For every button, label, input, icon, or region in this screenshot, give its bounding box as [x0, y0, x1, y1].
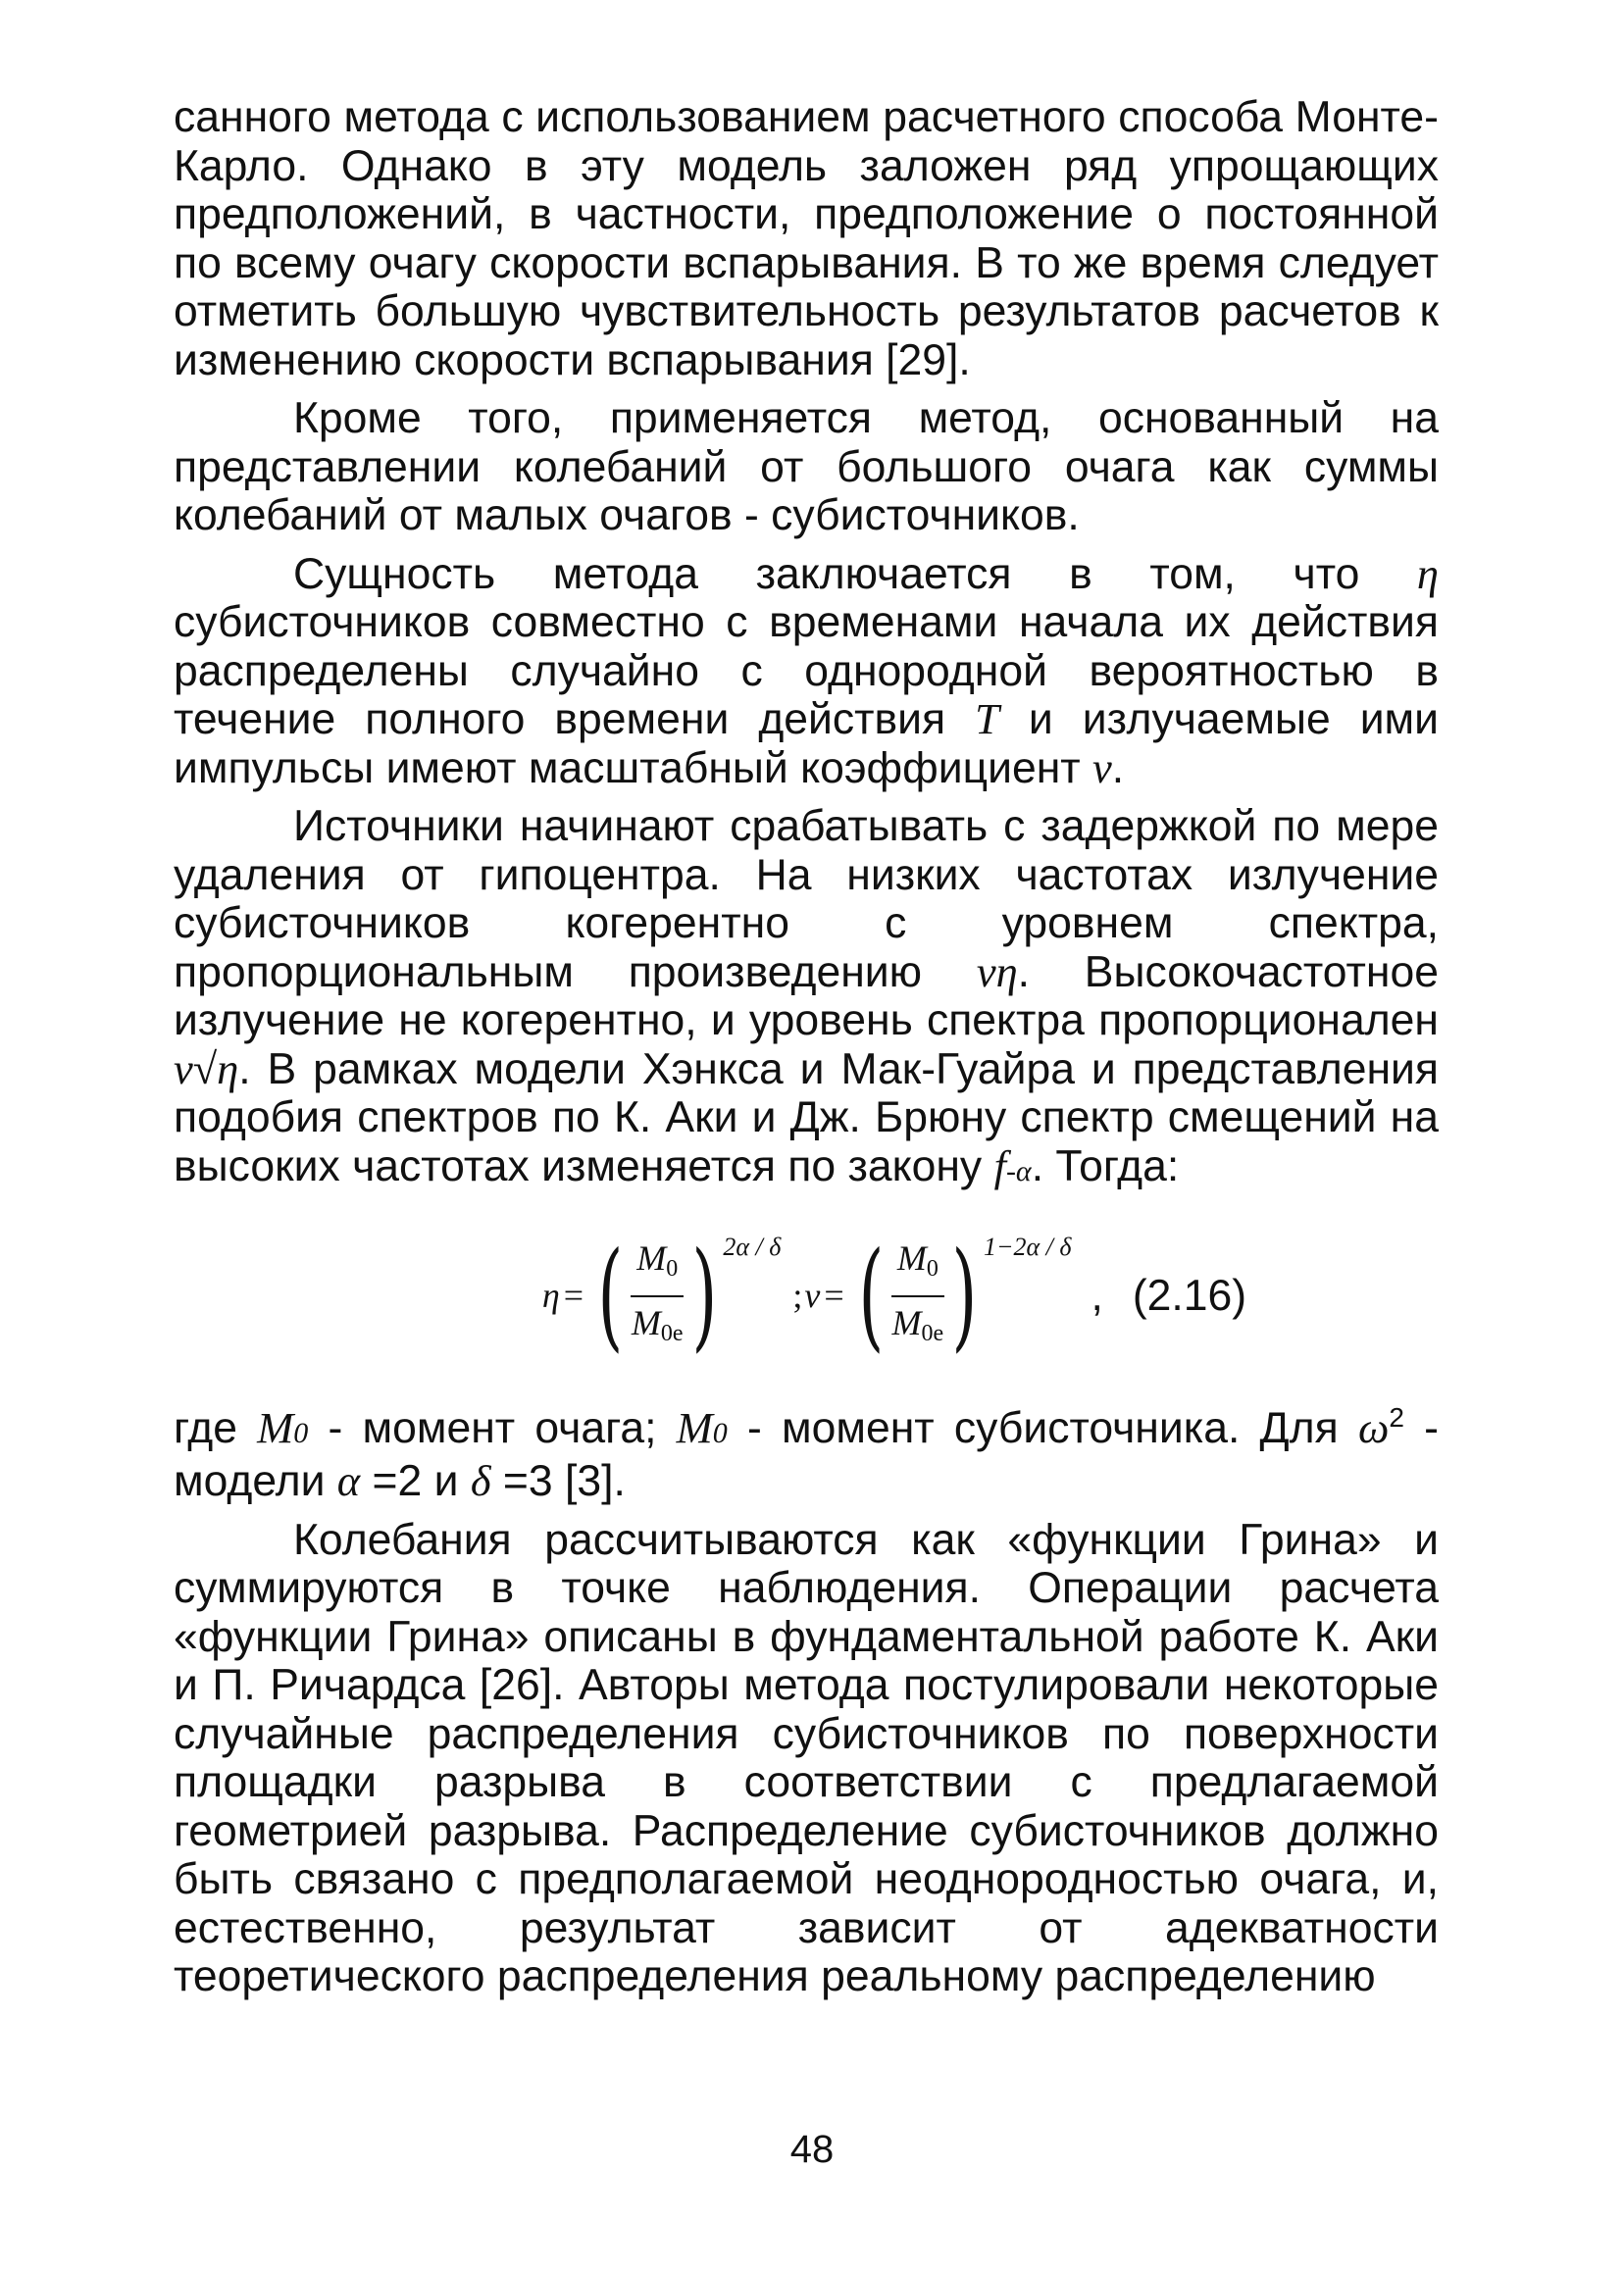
right-paren-2: ): [951, 1228, 978, 1364]
formula-nu: ν: [804, 1276, 821, 1316]
paragraph-3-text-a: Сущность метода заключается в том, что: [293, 549, 1417, 598]
f-symbol: f: [993, 1140, 1006, 1190]
paragraph-6-text: Колебания рассчитываются как «функции Грина» и суммируются в точке наблюдения. Операции расчета «функции Грина» описаны в фундаментальной работе К. Аки и П. Ричардса [26]. Авторы метода постулировали некоторые случайные распределения субисточников по поверхности площадки разрыва в соответствии с предлагаемой геометрией разрыва. Распределение субисточников должно быть связано с предполагаемой неоднородностью очага, и, естественно, результат зависит от адекватности теоретического распределения реальному распределению: [174, 1515, 1439, 2001]
omega-exponent: 2: [1389, 1402, 1404, 1433]
right-paren: ): [691, 1228, 717, 1364]
formula-separator: ;: [792, 1276, 803, 1316]
eta-symbol: η: [1416, 548, 1439, 598]
formula-equals: =: [563, 1276, 584, 1316]
paragraph-4-text-d: . Тогда:: [1031, 1141, 1180, 1190]
paragraph-4-text-a: Источники начинают срабатывать с задержкой по мере удаления от гипоцентра. На низких частотах излучение субисточников когерентно с уровнем спектра, пропорциональным произведению: [174, 802, 1439, 996]
M0-symbol: M: [257, 1402, 294, 1452]
page-number: 48: [789, 2128, 835, 2171]
frac1-denominator-sub: 0e: [660, 1321, 684, 1346]
paragraph-2-text: Кроме того, применяется метод, основанный на представлении колебаний от большого очага как суммы колебаний от малых очагов - субисточников.: [174, 394, 1439, 539]
fraction-2: [886, 1235, 949, 1359]
alpha-symbol: α: [336, 1456, 361, 1506]
M0e-subscript: 0: [712, 1416, 728, 1449]
paragraph-5-text-d: - модели: [174, 1403, 1439, 1506]
formula-eta: η: [541, 1276, 560, 1316]
paragraph-5-text-c: - момент субисточника. Для: [727, 1403, 1358, 1452]
page-body: [174, 93, 1439, 2001]
paragraph-4: [174, 802, 1439, 1195]
frac1-numerator-sub: 0: [666, 1255, 679, 1282]
paragraph-3-text-d: .: [1111, 743, 1125, 792]
nu-symbol: ν: [1092, 742, 1112, 792]
paragraph-1-text: санного метода с использованием расчетного способа Монте-Карло. Однако в эту модель заложен ряд упрощающих предположений, в частности, предположение о постоянной по всему очагу скорости вспарывания. В то же время следует отметить большую чувствительность результатов расчетов к изменению скорости вспарывания [29].: [174, 93, 1439, 384]
formula-exponent-2: 1−2α / δ: [983, 1233, 1072, 1261]
frac1-denominator: M: [631, 1303, 661, 1342]
M0-subscript: 0: [293, 1416, 309, 1449]
formula-equals-2: =: [824, 1276, 844, 1316]
formula-comma: ,: [1091, 1272, 1103, 1321]
formula-exponent-1: 2α / δ: [723, 1233, 782, 1261]
nu-eta-symbol: νη: [976, 946, 1018, 996]
omega-symbol: ω: [1357, 1402, 1390, 1452]
paragraph-3-text-b: субисточников совместно с временами начала их действия распределены случайно с однородной вероятностью в течение полного времени действия: [174, 598, 1439, 743]
paragraph-2: [174, 394, 1439, 540]
left-paren: (: [597, 1228, 624, 1364]
paragraph-5-text-b: - момент очага;: [308, 1403, 677, 1452]
paragraph-5-text-a: где: [174, 1403, 258, 1452]
paragraph-5-text-e: =2 и: [360, 1457, 471, 1506]
equation-number: (2.16): [1132, 1272, 1247, 1321]
paragraph-3-text-c: и излучаемые ими импульсы имеют масштабный коэффициент: [174, 695, 1440, 792]
delta-symbol: δ: [470, 1456, 491, 1506]
paragraph-5: [174, 1393, 1439, 1506]
formula-2-16: [174, 1213, 1439, 1380]
fraction-1: [626, 1235, 689, 1359]
f-exponent: -α: [1005, 1154, 1032, 1187]
frac2-denominator-sub: 0e: [921, 1321, 944, 1346]
paragraph-3: [174, 550, 1439, 793]
paragraph-5-text-f: =3 [3].: [490, 1457, 626, 1506]
paragraph-4-text-b: . Высокочастотное излучение не когерентно, и уровень спектра пропорционален: [174, 947, 1439, 1044]
frac2-numerator: M: [896, 1237, 927, 1278]
nu-sqrt-eta-symbol: ν√η: [174, 1043, 239, 1093]
frac2-denominator: M: [891, 1303, 922, 1342]
paragraph-6: [174, 1516, 1439, 2001]
frac1-numerator: M: [636, 1237, 667, 1278]
M0e-symbol: M: [676, 1402, 713, 1452]
left-paren-2: (: [858, 1228, 884, 1364]
frac2-numerator-sub: 0: [926, 1255, 939, 1282]
paragraph-4-text-c: . В рамках модели Хэнкса и Мак-Гуайра и представления подобия спектров по К. Аки и Дж. Брюну спектр смещений на высоких частотах изменяется по закону: [174, 1044, 1439, 1190]
T-symbol: T: [975, 694, 999, 743]
paragraph-1: [174, 93, 1439, 384]
